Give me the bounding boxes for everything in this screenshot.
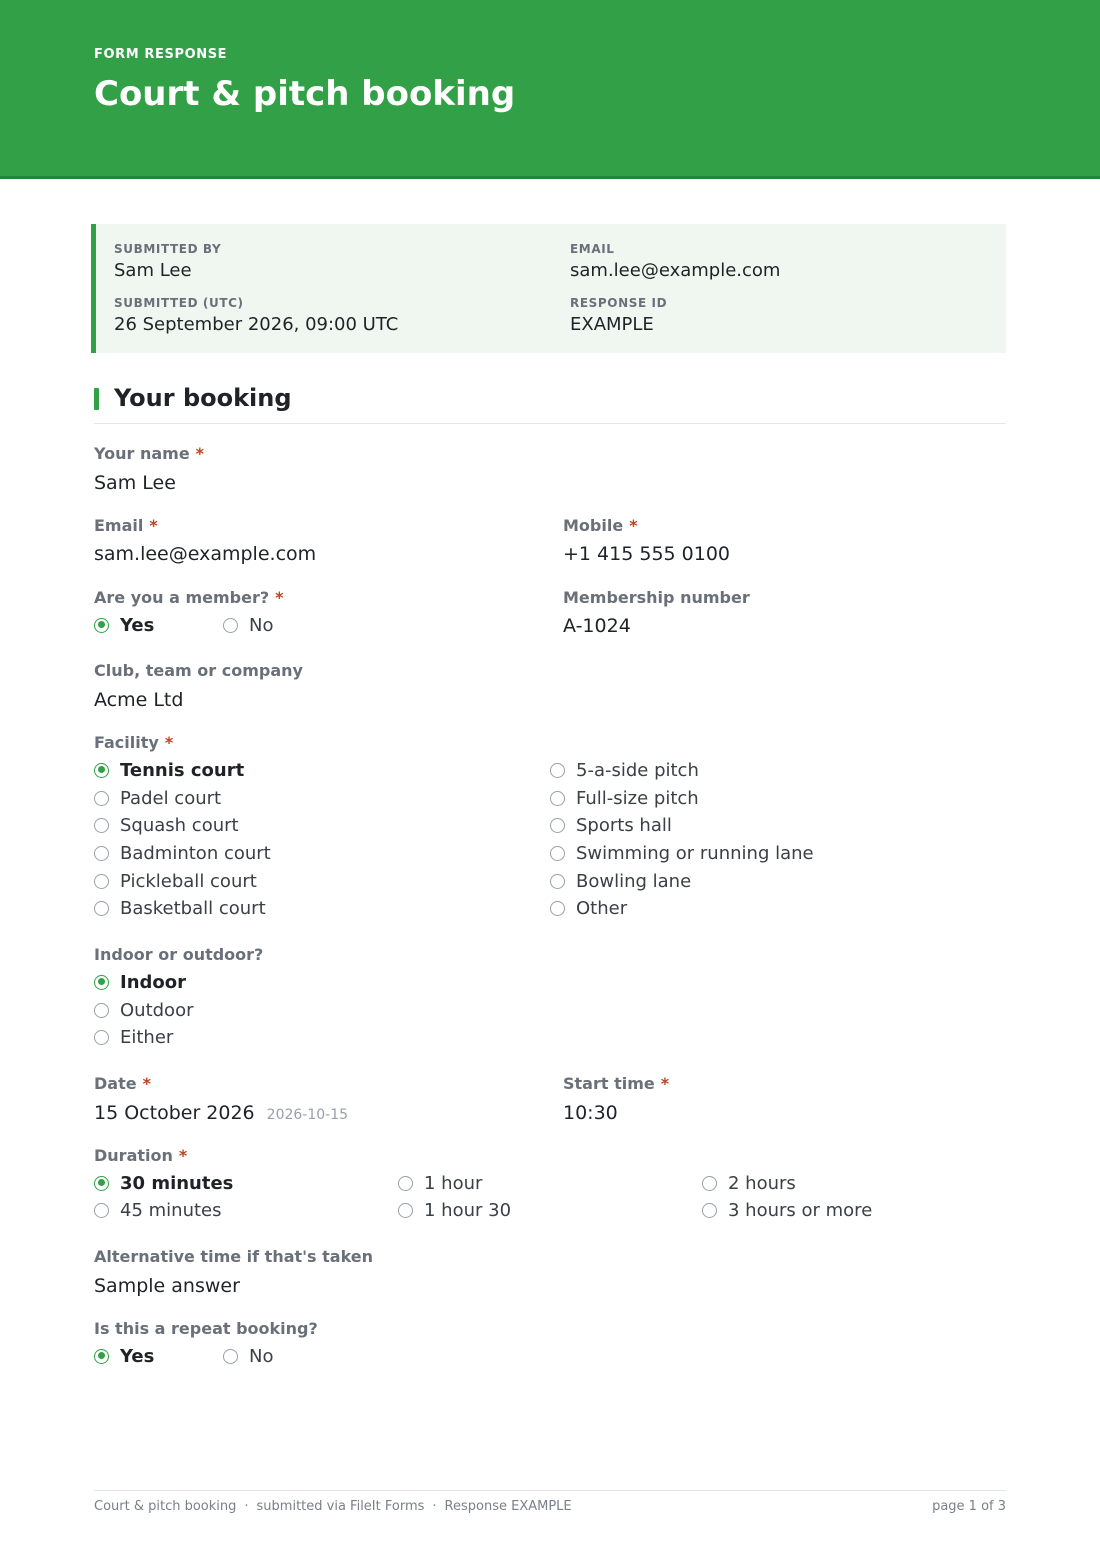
radio-option-facility[interactable] — [550, 841, 814, 865]
field-membership-number — [563, 588, 750, 638]
radio-empty-icon — [398, 1203, 413, 1218]
field-value: 10:30 — [563, 1102, 618, 1124]
radio-option-duration[interactable] — [702, 1171, 796, 1195]
option-label: 1 hour 30 — [424, 1199, 512, 1221]
required-marker: * — [164, 733, 174, 752]
radio-option-facility[interactable] — [94, 869, 257, 893]
meta-submitted-utc-label: SUBMITTED (UTC) — [114, 296, 244, 310]
radio-empty-icon — [550, 763, 565, 778]
radio-selected-icon — [94, 763, 109, 778]
footer-separator: · — [432, 1499, 437, 1514]
radio-option-facility[interactable] — [94, 758, 244, 782]
section-your-booking — [94, 383, 1006, 424]
field-value: Acme Ltd — [94, 689, 184, 711]
field-label: Indoor or outdoor? — [94, 945, 264, 964]
option-label: Other — [576, 897, 628, 919]
radio-option-facility[interactable] — [550, 896, 627, 920]
field-label — [94, 516, 316, 536]
radio-empty-icon — [94, 818, 109, 833]
radio-option-repeat-no[interactable] — [223, 1344, 273, 1368]
option-label: Padel court — [120, 787, 222, 809]
form-header — [0, 0, 1100, 179]
field-value: A-1024 — [563, 615, 631, 637]
radio-empty-icon — [94, 874, 109, 889]
footer-via: submitted via FileIt Forms — [256, 1499, 425, 1514]
option-label: Yes — [120, 614, 155, 636]
radio-empty-icon — [223, 1349, 238, 1364]
option-label: 30 minutes — [120, 1172, 234, 1194]
option-label: Squash court — [120, 814, 239, 836]
radio-selected-icon — [94, 1349, 109, 1364]
option-label: Outdoor — [120, 999, 194, 1021]
radio-empty-icon — [94, 901, 109, 916]
section-title: Your booking — [114, 384, 292, 412]
field-email — [94, 516, 316, 566]
option-label: No — [249, 614, 274, 636]
radio-option-facility[interactable] — [550, 758, 699, 782]
field-alternative-time — [94, 1247, 373, 1298]
header-eyebrow: FORM RESPONSE — [94, 47, 228, 62]
page-title: Court & pitch booking — [94, 74, 516, 114]
required-marker: * — [660, 1074, 670, 1093]
option-label: No — [249, 1345, 274, 1367]
field-facility — [94, 733, 173, 753]
option-label: 45 minutes — [120, 1199, 222, 1221]
radio-option-member-yes[interactable] — [94, 613, 154, 637]
radio-option-duration[interactable] — [94, 1171, 233, 1195]
meta-response-id — [570, 296, 667, 336]
radio-option-facility[interactable] — [550, 869, 691, 893]
field-label-text: Email — [94, 516, 144, 535]
option-label: 5-a-side pitch — [576, 759, 699, 781]
option-label: Bowling lane — [576, 870, 692, 892]
radio-empty-icon — [550, 846, 565, 861]
radio-empty-icon — [94, 1003, 109, 1018]
field-start-time — [563, 1074, 669, 1125]
radio-empty-icon — [550, 791, 565, 806]
meta-submitted-by-value: Sam Lee — [114, 260, 192, 281]
section-accent-bar — [94, 388, 99, 410]
footer-response: Response EXAMPLE — [444, 1499, 572, 1514]
radio-option-duration[interactable] — [702, 1198, 872, 1222]
submission-meta-panel — [91, 224, 1006, 353]
radio-empty-icon — [94, 1203, 109, 1218]
radio-option-duration[interactable] — [398, 1198, 511, 1222]
radio-option-facility[interactable] — [94, 786, 221, 810]
field-label — [94, 444, 204, 464]
radio-option-facility[interactable] — [550, 813, 672, 837]
option-label: Basketball court — [120, 897, 266, 919]
radio-empty-icon — [398, 1176, 413, 1191]
radio-option-repeat-yes[interactable] — [94, 1344, 154, 1368]
required-marker: * — [142, 1074, 151, 1093]
field-value: sam.lee@example.com — [94, 543, 317, 565]
radio-option-duration[interactable] — [94, 1198, 222, 1222]
meta-email — [570, 242, 780, 282]
radio-option-facility[interactable] — [94, 841, 271, 865]
meta-response-id-label: RESPONSE ID — [570, 296, 668, 310]
meta-submitted-by-label: SUBMITTED BY — [114, 242, 222, 256]
meta-submitted-utc — [114, 296, 398, 336]
field-name — [94, 444, 204, 495]
field-member — [94, 588, 284, 608]
radio-selected-icon — [94, 1176, 109, 1191]
required-marker: * — [629, 516, 638, 535]
field-label-text: Start time — [563, 1074, 655, 1093]
field-label — [94, 733, 173, 753]
field-label — [563, 516, 730, 536]
page-footer — [94, 1490, 1006, 1520]
radio-option-indoor-outdoor[interactable] — [94, 998, 194, 1022]
radio-option-facility[interactable] — [550, 786, 699, 810]
field-label-text: Mobile — [563, 516, 624, 535]
field-label — [94, 588, 284, 608]
field-value: Sam Lee — [94, 472, 176, 494]
field-club — [94, 661, 303, 712]
option-label: Pickleball court — [120, 870, 257, 892]
option-label: Yes — [120, 1345, 155, 1367]
field-label: Club, team or company — [94, 661, 303, 680]
option-label: Either — [120, 1026, 174, 1048]
option-label: 1 hour — [424, 1172, 483, 1194]
option-label: Sports hall — [576, 814, 672, 836]
radio-empty-icon — [550, 901, 565, 916]
radio-option-facility[interactable] — [94, 896, 266, 920]
meta-submitted-utc-value: 26 September 2026, 09:00 UTC — [114, 314, 399, 335]
field-value — [94, 1101, 348, 1127]
radio-empty-icon — [702, 1203, 717, 1218]
meta-response-id-value: EXAMPLE — [570, 314, 654, 335]
option-label: Tennis court — [120, 759, 245, 781]
radio-option-indoor-outdoor[interactable] — [94, 1025, 173, 1049]
radio-empty-icon — [94, 791, 109, 806]
field-label — [94, 1074, 348, 1094]
required-marker: * — [275, 588, 284, 607]
field-mobile — [563, 516, 730, 566]
radio-option-facility[interactable] — [94, 813, 239, 837]
option-label: Badminton court — [120, 842, 271, 864]
radio-option-member-no[interactable] — [223, 613, 273, 637]
footer-separator: · — [244, 1499, 249, 1514]
date-iso-hint: 2026-10-15 — [266, 1107, 349, 1123]
field-repeat-booking — [94, 1319, 318, 1339]
required-marker: * — [195, 444, 205, 463]
radio-option-indoor-outdoor[interactable] — [94, 970, 186, 994]
field-label-text: Duration — [94, 1146, 173, 1165]
field-indoor-outdoor — [94, 945, 263, 965]
radio-selected-icon — [94, 975, 109, 990]
meta-email-value: sam.lee@example.com — [570, 260, 781, 281]
option-label: Full-size pitch — [576, 787, 699, 809]
field-value: Sample answer — [94, 1275, 240, 1297]
page-number: page 1 of 3 — [932, 1499, 1006, 1514]
field-label-text: Your name — [94, 444, 190, 463]
radio-empty-icon — [702, 1176, 717, 1191]
field-label: Alternative time if that's taken — [94, 1247, 374, 1266]
footer-form-name: Court & pitch booking — [94, 1499, 237, 1514]
radio-empty-icon — [223, 618, 238, 633]
field-label: Membership number — [563, 588, 750, 607]
meta-submitted-by — [114, 242, 221, 282]
option-label: Swimming or running lane — [576, 842, 814, 864]
radio-option-duration[interactable] — [398, 1171, 482, 1195]
required-marker: * — [178, 1146, 188, 1165]
radio-selected-icon — [94, 618, 109, 633]
date-value: 15 October 2026 — [94, 1102, 255, 1124]
field-value: +1 415 555 0100 — [563, 543, 731, 565]
radio-empty-icon — [94, 846, 109, 861]
field-label — [563, 1074, 669, 1094]
option-label: 3 hours or more — [728, 1199, 873, 1221]
field-label: Is this a repeat booking? — [94, 1319, 318, 1338]
footer-info — [94, 1499, 572, 1514]
radio-empty-icon — [94, 1030, 109, 1045]
required-marker: * — [149, 516, 158, 535]
radio-empty-icon — [550, 818, 565, 833]
option-label: 2 hours — [728, 1172, 796, 1194]
meta-email-label: EMAIL — [570, 242, 615, 256]
field-label — [94, 1146, 187, 1166]
radio-empty-icon — [550, 874, 565, 889]
field-date — [94, 1074, 348, 1127]
field-duration — [94, 1146, 187, 1166]
field-label-text: Facility — [94, 733, 159, 752]
option-label: Indoor — [120, 971, 187, 993]
field-label-text: Date — [94, 1074, 137, 1093]
field-label-text: Are you a member? — [94, 588, 270, 607]
